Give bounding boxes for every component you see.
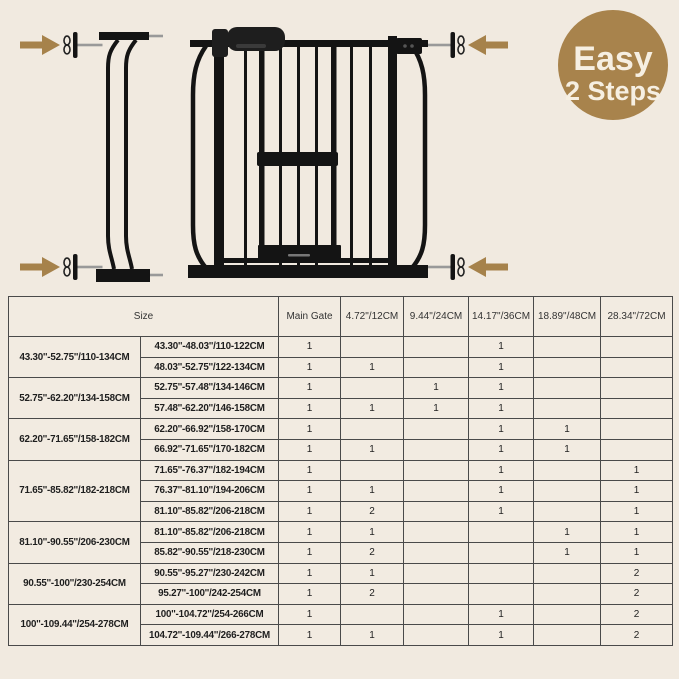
quantity-cell: [469, 584, 534, 605]
quantity-cell: [601, 419, 673, 440]
quantity-cell: 1: [341, 522, 404, 543]
size-range-cell: 52.75''-57.48''/134-146CM: [141, 378, 279, 399]
quantity-cell: [534, 501, 601, 522]
gate-hinge-screw: [403, 44, 407, 48]
quantity-cell: [404, 584, 469, 605]
quantity-cell: 1: [469, 460, 534, 481]
size-range-cell: 66.92''-71.65''/170-182CM: [141, 439, 279, 460]
quantity-cell: [404, 563, 469, 584]
quantity-cell: [534, 337, 601, 358]
quantity-cell: 2: [601, 563, 673, 584]
quantity-cell: 1: [279, 501, 341, 522]
quantity-cell: 1: [341, 439, 404, 460]
table-row: [9, 419, 673, 440]
size-range-cell: 104.72''-109.44''/266-278CM: [141, 625, 279, 646]
size-range-cell: 81.10''-85.82''/206-218CM: [141, 501, 279, 522]
quantity-cell: [404, 625, 469, 646]
main-gate-column-header: Main Gate: [279, 297, 341, 337]
quantity-cell: [404, 460, 469, 481]
quantity-cell: 2: [341, 542, 404, 563]
quantity-cell: 1: [279, 398, 341, 419]
quantity-cell: 1: [534, 542, 601, 563]
gate-right-post: [388, 36, 397, 273]
quantity-cell: [404, 542, 469, 563]
wingnut-icon: [458, 36, 464, 45]
quantity-cell: 1: [279, 604, 341, 625]
gate-left-post: [214, 33, 224, 273]
quantity-cell: [469, 542, 534, 563]
wingnut-icon: [64, 258, 70, 267]
quantity-cell: [341, 378, 404, 399]
quantity-cell: [469, 522, 534, 543]
size-range-cell: 76.37''-81.10''/194-206CM: [141, 481, 279, 502]
wingnut-icon: [64, 267, 70, 276]
gate-door-crossbar: [257, 152, 338, 166]
quantity-cell: 1: [341, 563, 404, 584]
pressure-bolt-bottom-right: [426, 254, 509, 280]
gate-bar: [369, 47, 372, 266]
gate-inner-bottom-rail: [224, 258, 397, 263]
quantity-cell: [534, 398, 601, 419]
wingnut-icon: [458, 45, 464, 54]
size-group-cell: 52.75''-62.20''/134-158CM: [9, 378, 141, 419]
size-range-cell: 85.82''-90.55''/218-230CM: [141, 542, 279, 563]
ext-12cm-column-header: 4.72"/12CM: [341, 297, 404, 337]
size-group-cell: 71.65''-85.82''/182-218CM: [9, 460, 141, 522]
size-group-cell: 100''-109.44''/254-278CM: [9, 604, 141, 645]
size-range-cell: 95.27''-100''/242-254CM: [141, 584, 279, 605]
quantity-cell: [601, 378, 673, 399]
ext-48cm-column-header: 18.89"/48CM: [534, 297, 601, 337]
quantity-cell: 1: [279, 563, 341, 584]
quantity-cell: 1: [341, 398, 404, 419]
quantity-cell: 1: [534, 419, 601, 440]
quantity-cell: 1: [469, 398, 534, 419]
quantity-cell: [601, 439, 673, 460]
quantity-cell: 1: [279, 357, 341, 378]
quantity-cell: 1: [601, 522, 673, 543]
quantity-cell: 1: [279, 337, 341, 358]
quantity-cell: 2: [341, 501, 404, 522]
size-range-cell: 62.20''-66.92''/158-170CM: [141, 419, 279, 440]
gate-installation-diagram: [0, 0, 679, 295]
quantity-cell: 1: [601, 501, 673, 522]
quantity-cell: 1: [279, 542, 341, 563]
quantity-cell: 1: [469, 625, 534, 646]
quantity-cell: [601, 357, 673, 378]
ext-72cm-column-header: 28.34"/72CM: [601, 297, 673, 337]
extension-bottom-cap: [96, 269, 150, 282]
spindle-disc-icon: [73, 32, 78, 58]
quantity-cell: 2: [601, 604, 673, 625]
extension-bar: [126, 40, 136, 269]
quantity-cell: 1: [469, 481, 534, 502]
gate-hinge-screw: [410, 44, 414, 48]
quantity-cell: 1: [469, 501, 534, 522]
wingnut-icon: [458, 267, 464, 276]
size-range-cell: 43.30''-48.03''/110-122CM: [141, 337, 279, 358]
quantity-cell: 1: [279, 625, 341, 646]
quantity-cell: 1: [279, 460, 341, 481]
quantity-cell: 1: [279, 481, 341, 502]
quantity-cell: [534, 460, 601, 481]
quantity-cell: 1: [601, 460, 673, 481]
size-group-cell: 43.30''-52.75''/110-134CM: [9, 337, 141, 378]
bolt-rod-icon: [149, 35, 163, 38]
gate-bar: [350, 47, 353, 266]
arrow-right-icon: [20, 257, 60, 277]
quantity-cell: 1: [469, 357, 534, 378]
quantity-cell: 1: [279, 584, 341, 605]
size-range-cell: 90.55''-95.27''/230-242CM: [141, 563, 279, 584]
quantity-cell: [341, 460, 404, 481]
gate-bottom-rail: [188, 265, 428, 278]
badge-line1: Easy: [573, 40, 653, 78]
quantity-cell: 1: [601, 542, 673, 563]
bolt-rod-icon: [426, 44, 451, 47]
gate-extension-panel: [96, 32, 163, 282]
quantity-cell: [404, 419, 469, 440]
extension-top-cap: [99, 32, 149, 40]
quantity-cell: [469, 563, 534, 584]
pressure-bolt-top-left: [20, 32, 103, 58]
wingnut-icon: [64, 36, 70, 45]
quantity-cell: 2: [341, 584, 404, 605]
gate-door-plate: [258, 245, 341, 259]
table-header-row: [9, 297, 673, 337]
quantity-cell: [341, 604, 404, 625]
main-gate-illustration: [188, 27, 428, 278]
pressure-bolt-bottom-left: [20, 254, 103, 280]
arrow-right-icon: [20, 35, 60, 55]
quantity-cell: 1: [279, 419, 341, 440]
bolt-rod-icon: [426, 266, 451, 269]
gate-side-frame-left: [193, 46, 206, 268]
gate-handle-highlight: [236, 44, 266, 48]
quantity-cell: 1: [341, 357, 404, 378]
size-group-cell: 62.20''-71.65''/158-182CM: [9, 419, 141, 460]
quantity-cell: [404, 337, 469, 358]
quantity-cell: [404, 357, 469, 378]
quantity-cell: [601, 337, 673, 358]
table-row: [9, 522, 673, 543]
quantity-cell: 1: [469, 337, 534, 358]
quantity-cell: 1: [279, 378, 341, 399]
quantity-cell: [404, 604, 469, 625]
quantity-cell: [534, 604, 601, 625]
wingnut-icon: [64, 45, 70, 54]
quantity-cell: 1: [534, 439, 601, 460]
quantity-cell: [404, 501, 469, 522]
size-range-cell: 100''-104.72''/254-266CM: [141, 604, 279, 625]
extension-bar: [108, 40, 118, 269]
size-group-cell: 90.55''-100''/230-254CM: [9, 563, 141, 604]
quantity-cell: [341, 337, 404, 358]
quantity-cell: 1: [341, 481, 404, 502]
quantity-cell: 1: [279, 439, 341, 460]
quantity-cell: [534, 625, 601, 646]
size-chart-table: [8, 296, 673, 646]
quantity-cell: 2: [601, 625, 673, 646]
quantity-cell: [534, 584, 601, 605]
size-group-cell: 81.10''-90.55''/206-230CM: [9, 522, 141, 563]
spindle-disc-icon: [451, 254, 456, 280]
quantity-cell: 1: [469, 419, 534, 440]
gate-door-plate-detail: [288, 254, 310, 257]
quantity-cell: [404, 439, 469, 460]
table-row: [9, 563, 673, 584]
size-range-cell: 71.65''-76.37''/182-194CM: [141, 460, 279, 481]
badge-line2: 2 Steps: [564, 76, 662, 106]
arrow-left-icon: [468, 257, 508, 277]
quantity-cell: [534, 481, 601, 502]
ext-24cm-column-header: 9.44"/24CM: [404, 297, 469, 337]
quantity-cell: 1: [534, 522, 601, 543]
gate-hinge-block: [396, 38, 422, 54]
gate-latch-housing: [212, 29, 228, 57]
pressure-bolt-top-right: [426, 32, 509, 58]
size-range-cell: 48.03''-52.75''/122-134CM: [141, 357, 279, 378]
table-row: [9, 337, 673, 358]
quantity-cell: 1: [469, 439, 534, 460]
arrow-left-icon: [468, 35, 508, 55]
table-row: [9, 460, 673, 481]
size-range-cell: 57.48''-62.20''/146-158CM: [141, 398, 279, 419]
quantity-cell: [601, 398, 673, 419]
bolt-rod-icon: [78, 44, 103, 47]
spindle-disc-icon: [73, 254, 78, 280]
quantity-cell: [534, 378, 601, 399]
size-range-cell: 81.10''-85.82''/206-218CM: [141, 522, 279, 543]
ext-36cm-column-header: 14.17"/36CM: [469, 297, 534, 337]
table-row: [9, 378, 673, 399]
quantity-cell: 1: [404, 398, 469, 419]
easy-2-steps-badge: [558, 10, 668, 120]
quantity-cell: 1: [341, 625, 404, 646]
quantity-cell: [534, 357, 601, 378]
bolt-rod-icon: [78, 266, 103, 269]
wingnut-icon: [458, 258, 464, 267]
quantity-cell: [534, 563, 601, 584]
quantity-cell: [404, 522, 469, 543]
quantity-cell: [404, 481, 469, 502]
table-row: [9, 604, 673, 625]
quantity-cell: 1: [279, 522, 341, 543]
bolt-rod-icon: [150, 274, 163, 277]
gate-bar: [244, 47, 247, 266]
quantity-cell: 1: [469, 378, 534, 399]
spindle-disc-icon: [451, 32, 456, 58]
quantity-cell: 1: [469, 604, 534, 625]
quantity-cell: 1: [404, 378, 469, 399]
quantity-cell: 2: [601, 584, 673, 605]
quantity-cell: 1: [601, 481, 673, 502]
quantity-cell: [341, 419, 404, 440]
gate-side-frame-right: [412, 46, 425, 268]
size-column-header: Size: [9, 297, 279, 337]
